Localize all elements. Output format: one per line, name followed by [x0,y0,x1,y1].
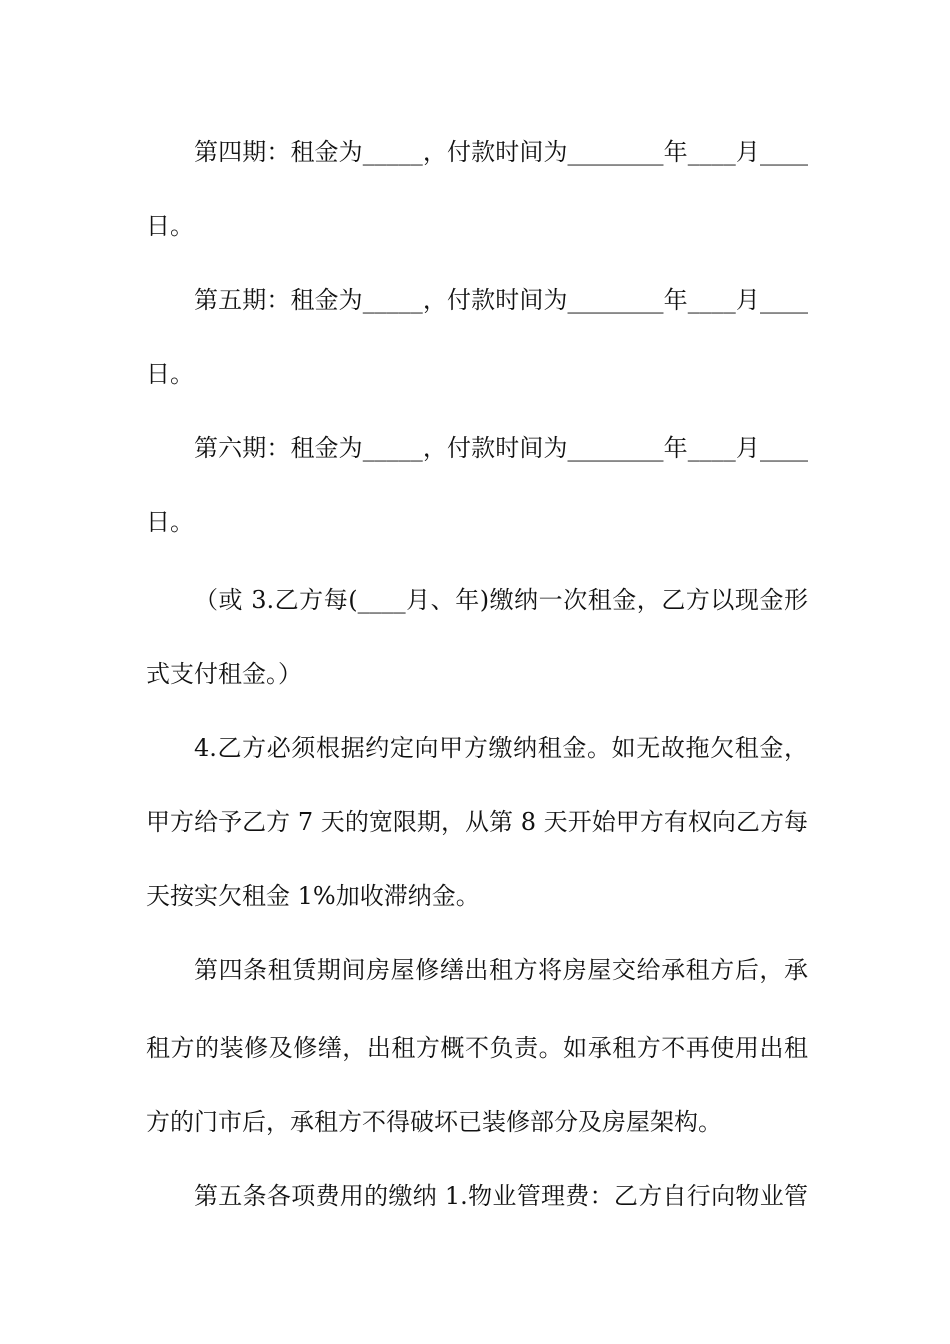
paragraph-line: 日。 [146,360,194,388]
paragraph-line: 天按实欠租金 1%加收滞纳金。 [146,882,480,910]
paragraph-line: 方的门市后，承租方不得破坏已装修部分及房屋架构。 [146,1108,722,1136]
paragraph-line: 第五期：租金为_____，付款时间为________年____月____ [194,286,808,314]
paragraph-line: 第四期：租金为_____，付款时间为________年____月____ [194,138,808,166]
paragraph-line: 第四条租赁期间房屋修缮出租方将房屋交给承租方后，承 [194,956,808,984]
paragraph-line: 日。 [146,212,194,240]
paragraph-line: （或 3.乙方每(____月、年)缴纳一次租金，乙方以现金形 [194,586,808,614]
paragraph-line: 4.乙方必须根据约定向甲方缴纳租金。如无故拖欠租金， [194,734,808,762]
paragraph-line: 第六期：租金为_____，付款时间为________年____月____ [194,434,808,462]
paragraph-line: 日。 [146,508,194,536]
paragraph-line: 甲方给予乙方 7 天的宽限期，从第 8 天开始甲方有权向乙方每 [146,808,808,836]
paragraph-line: 式支付租金。） [146,660,302,688]
paragraph-line: 租方的装修及修缮，出租方概不负责。如承租方不再使用出租 [146,1034,808,1062]
paragraph-line: 第五条各项费用的缴纳 1.物业管理费：乙方自行向物业管 [194,1182,808,1210]
